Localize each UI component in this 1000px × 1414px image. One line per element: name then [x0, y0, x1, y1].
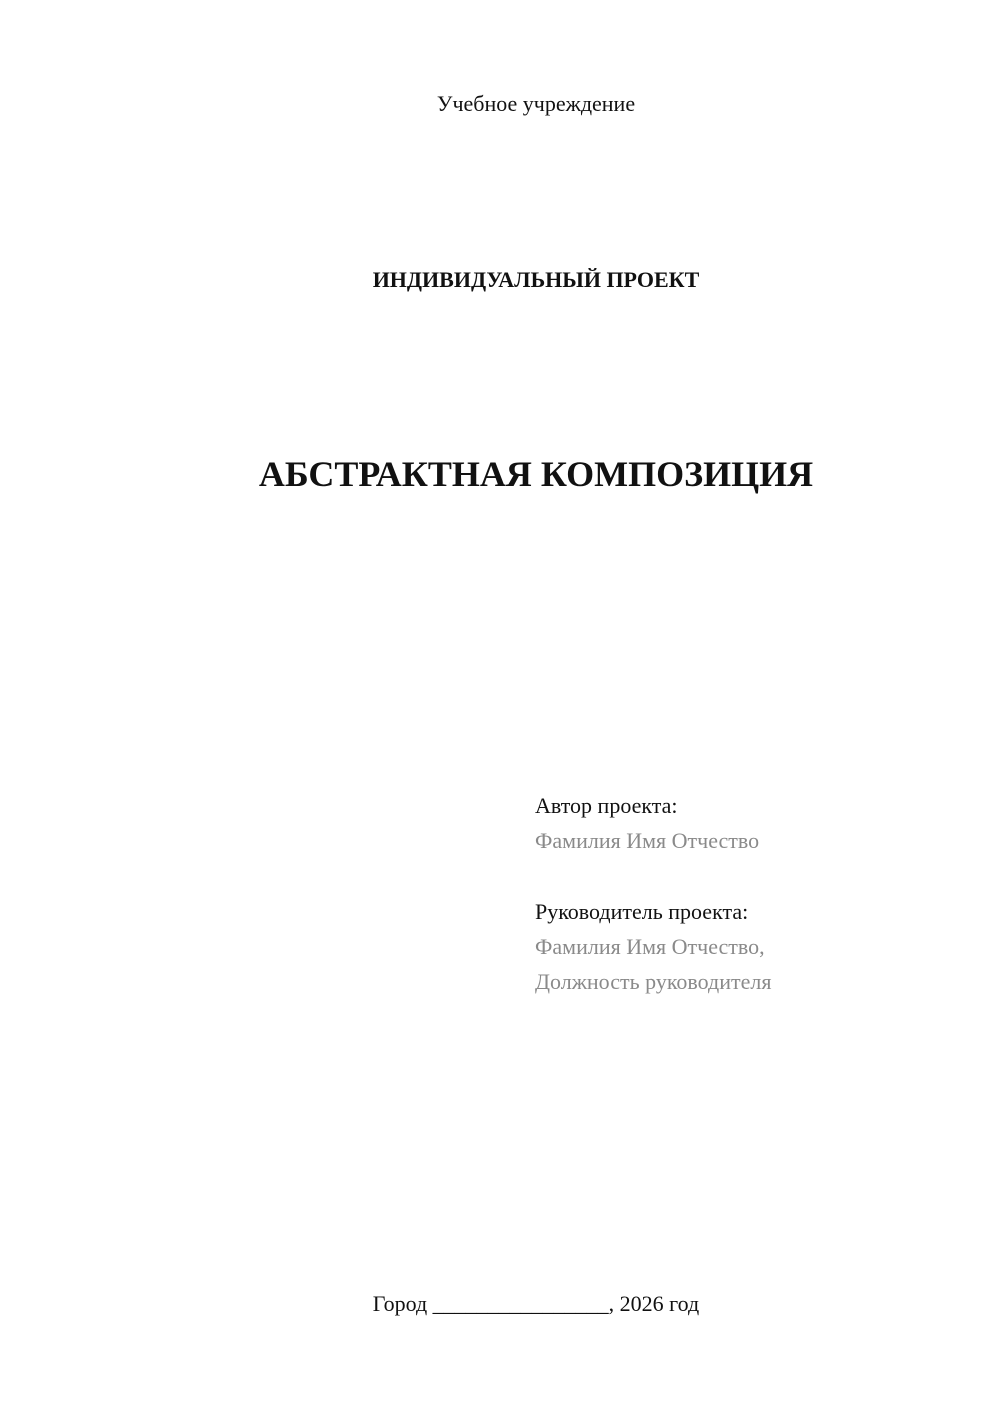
author-label: Автор проекта: — [535, 793, 678, 818]
document-title: АБСТРАКТНАЯ КОМПОЗИЦИЯ — [258, 454, 814, 494]
supervisor-label: Руководитель проекта: — [535, 899, 749, 924]
institution-name: Учебное учреждение — [436, 91, 636, 116]
supervisor-position: Должность руководителя — [535, 969, 772, 994]
city-year-line: Город ________________, 2026 год — [372, 1291, 700, 1316]
author-name: Фамилия Имя Отчество — [535, 828, 760, 853]
spacer — [535, 858, 975, 894]
supervisor-name: Фамилия Имя Отчество, — [535, 934, 765, 959]
project-info-block — [535, 788, 975, 999]
document-type: ИНДИВИДУАЛЬНЫЙ ПРОЕКТ — [372, 267, 700, 292]
